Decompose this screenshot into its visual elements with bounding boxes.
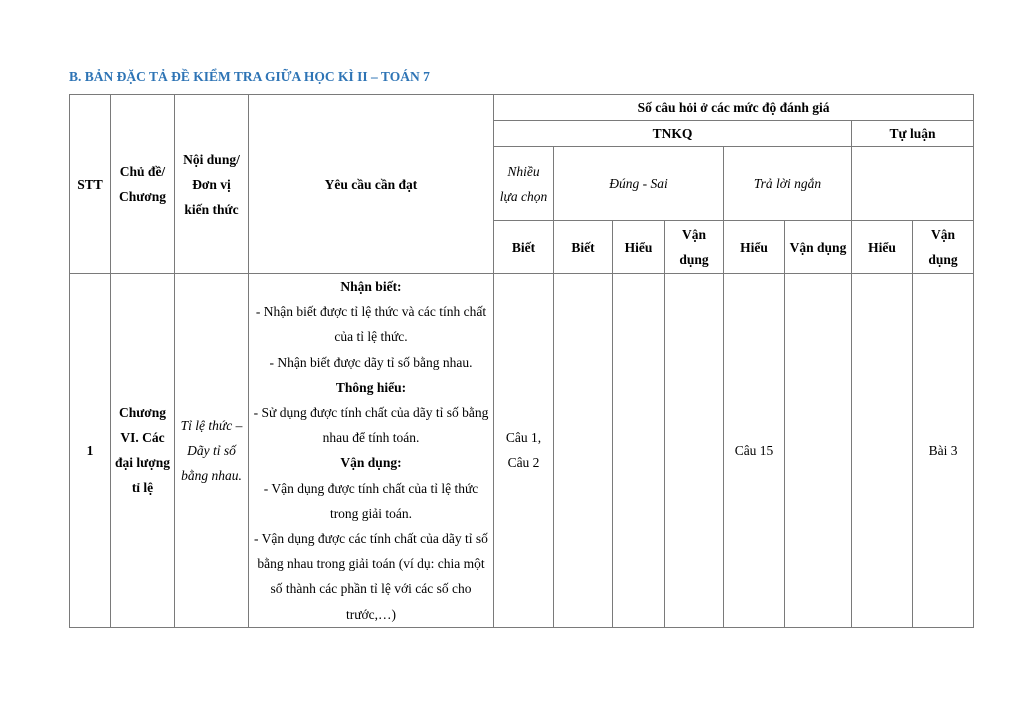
header-row-1 — [70, 95, 974, 121]
cell-mc-know: Câu 1, Câu 2 — [494, 274, 554, 628]
document-title: B. BẢN ĐẶC TẢ ĐỀ KIỂM TRA GIỮA HỌC KÌ II – TOÁN 7 — [69, 69, 430, 84]
header-tnkq: TNKQ — [494, 121, 852, 147]
header-content: Nội dung/ Đơn vị kiến thức — [175, 95, 249, 274]
level-sa-apply: Vận dụng — [785, 221, 852, 274]
req-item: - Nhận biết được tỉ lệ thức và các tính chất của tỉ lệ thức. — [255, 304, 487, 345]
level-tf-apply: Vận dụng — [665, 221, 724, 274]
header-levels: Số câu hỏi ở các mức độ đánh giá — [494, 95, 974, 121]
level-essay-understand: Hiểu — [852, 221, 913, 274]
header-essay: Tự luận — [852, 121, 974, 147]
level-mc-know: Biết — [494, 221, 554, 274]
cell-sa-apply — [785, 274, 852, 628]
header-true-false: Đúng - Sai — [554, 147, 724, 221]
table-row — [70, 274, 974, 628]
row-stt: 1 — [70, 274, 111, 628]
req-item: - Vận dụng được tính chất của tỉ lệ thức trong giải toán. — [263, 480, 479, 521]
cell-tf-know — [554, 274, 613, 628]
header-stt: STT — [70, 95, 111, 274]
level-essay-apply: Vận dụng — [913, 221, 974, 274]
header-essay-blank — [852, 147, 974, 221]
req-heading-know: Nhận biết: — [340, 279, 402, 294]
spec-table — [69, 94, 974, 628]
cell-tf-understand — [613, 274, 665, 628]
row-topic: Chương VI. Các đại lượng tỉ lệ — [111, 274, 175, 628]
cell-sa-understand: Câu 15 — [724, 274, 785, 628]
cell-essay-apply: Bài 3 — [913, 274, 974, 628]
req-heading-apply: Vận dụng: — [340, 455, 402, 471]
header-topic: Chủ đề/ Chương — [111, 95, 175, 274]
header-short-answer: Trả lời ngắn — [724, 147, 852, 221]
cell-essay-understand — [852, 274, 913, 628]
row-requirements — [249, 274, 494, 628]
req-item: - Vận dụng được các tính chất của dãy tỉ số bằng nhau trong giải toán (ví dụ: chia một số thành các phần tỉ lệ với các số cho trước,…) — [254, 531, 488, 622]
header-requirements: Yêu cầu cần đạt — [249, 95, 494, 274]
req-heading-understand: Thông hiểu: — [335, 379, 407, 395]
cell-tf-apply — [665, 274, 724, 628]
level-tf-understand: Hiểu — [613, 221, 665, 274]
level-tf-know: Biết — [554, 221, 613, 274]
req-item: - Nhận biết được dãy tỉ số bằng nhau. — [269, 354, 473, 370]
level-sa-understand: Hiểu — [724, 221, 785, 274]
req-item: - Sử dụng được tính chất của dãy tỉ số bằng nhau để tính toán. — [253, 405, 489, 446]
header-multiple-choice: Nhiều lựa chọn — [494, 147, 554, 221]
row-content: Tỉ lệ thức – Dãy tỉ số bằng nhau. — [175, 274, 249, 628]
